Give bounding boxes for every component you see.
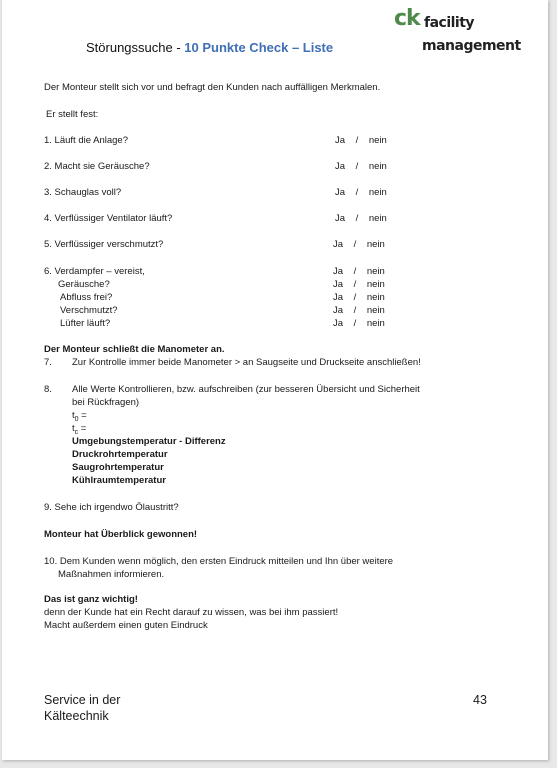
- answer-sep: /: [353, 318, 357, 329]
- answer-ja: Ja: [335, 187, 346, 198]
- temp-kuehlraum: Kühlraumtemperatur: [72, 475, 166, 486]
- answer-ja: Ja: [335, 135, 346, 146]
- logo-facility: facility: [424, 15, 475, 31]
- answer-6e: [333, 318, 385, 330]
- temp-druckrohr: Druckrohrtemperatur: [72, 449, 168, 460]
- item-8-line-1: Alle Werte Kontrollieren, bzw. aufschreiben (zur besseren Übersicht und Sicherheit: [72, 384, 420, 395]
- answer-sep: /: [353, 305, 357, 316]
- answer-nein: nein: [366, 318, 385, 329]
- tc-symbol: t: [72, 423, 75, 434]
- answer-ja: Ja: [335, 161, 346, 172]
- answer-2: [335, 161, 387, 173]
- temp-umgebung: Umgebungstemperatur - Differenz: [72, 436, 226, 447]
- answer-6a: [333, 266, 385, 278]
- item-10-line-2: Maßnahmen informieren.: [58, 569, 165, 580]
- answer-nein: nein: [366, 239, 385, 250]
- answer-nein: nein: [368, 213, 387, 224]
- answer-nein: nein: [368, 135, 387, 146]
- answer-nein: nein: [368, 161, 387, 172]
- title-highlight: 10 Punkte Check – Liste: [184, 40, 334, 55]
- answer-ja: Ja: [333, 279, 344, 290]
- answer-ja: Ja: [335, 213, 346, 224]
- fest-label: Er stellt fest:: [46, 109, 99, 120]
- check-1: 1. Läuft die Anlage?: [44, 135, 128, 146]
- answer-sep: /: [353, 279, 357, 290]
- answer-sep: /: [353, 292, 357, 303]
- answer-ja: Ja: [333, 292, 344, 303]
- answer-nein: nein: [366, 279, 385, 290]
- t0-subscript: 0: [74, 415, 79, 423]
- t0-symbol: t: [72, 410, 75, 421]
- manometer-heading: Der Monteur schließt die Manometer an.: [44, 344, 225, 355]
- answer-ja: Ja: [333, 318, 344, 329]
- title-prefix: Störungssuche -: [86, 40, 185, 55]
- check-6-verschmutzt: Verschmutzt?: [60, 305, 118, 316]
- answer-sep: /: [355, 213, 359, 224]
- document-page: [2, 0, 548, 760]
- intro-text: Der Monteur stellt sich vor und befragt den Kunden nach auffälligen Merkmalen.: [44, 82, 381, 93]
- answer-3: [335, 187, 387, 199]
- important-line-2: Macht außerdem einen guten Eindruck: [44, 620, 208, 631]
- answer-5: [333, 239, 385, 251]
- page-number: 43: [473, 693, 487, 707]
- answer-sep: /: [355, 187, 359, 198]
- check-6-abfluss: Abfluss frei?: [60, 292, 113, 303]
- answer-sep: /: [353, 266, 357, 277]
- item-7-number: 7.: [44, 357, 52, 368]
- tc-subscript: c: [74, 428, 79, 436]
- important-heading: Das ist ganz wichtig!: [44, 594, 138, 605]
- check-2: 2. Macht sie Geräusche?: [44, 161, 150, 172]
- important-line-1: denn der Kunde hat ein Recht darauf zu wissen, was bei ihm passiert!: [44, 607, 339, 618]
- answer-sep: /: [355, 135, 359, 146]
- answer-6b: [333, 279, 385, 291]
- check-4: 4. Verflüssiger Ventilator läuft?: [44, 213, 173, 224]
- check-6: 6. Verdampfer – vereist,: [44, 266, 145, 277]
- answer-nein: nein: [366, 266, 385, 277]
- answer-6c: [333, 292, 385, 304]
- temp-saugrohr: Saugrohrtemperatur: [72, 462, 164, 473]
- answer-nein: nein: [366, 305, 385, 316]
- check-5: 5. Verflüssiger verschmutzt?: [44, 239, 164, 250]
- item-8-line-2: bei Rückfragen): [72, 397, 140, 408]
- t0-equals: =: [78, 410, 87, 421]
- answer-ja: Ja: [333, 305, 344, 316]
- item-9: 9. Sehe ich irgendwo Ölaustritt?: [44, 502, 179, 513]
- page-title: [86, 40, 333, 55]
- logo-ck: ck: [394, 6, 420, 31]
- answer-nein: nein: [368, 187, 387, 198]
- company-logo: [394, 6, 521, 58]
- answer-ja: Ja: [333, 266, 344, 277]
- answer-sep: /: [353, 239, 357, 250]
- overview-statement: Monteur hat Überblick gewonnen!: [44, 529, 198, 540]
- check-6-geraeusche: Geräusche?: [58, 279, 110, 290]
- footer-title-line-1: Service in der: [44, 693, 121, 707]
- item-7-text: Zur Kontrolle immer beide Manometer > an Saugseite und Druckseite anschließen!: [72, 357, 421, 368]
- tc-equals: =: [78, 423, 87, 434]
- check-3: 3. Schauglas voll?: [44, 187, 122, 198]
- answer-4: [335, 213, 387, 225]
- answer-6d: [333, 305, 385, 317]
- answer-ja: Ja: [333, 239, 344, 250]
- answer-sep: /: [355, 161, 359, 172]
- answer-nein: nein: [366, 292, 385, 303]
- footer-title-line-2: Kälteechnik: [44, 709, 109, 723]
- answer-1: [335, 135, 387, 147]
- item-8-number: 8.: [44, 384, 52, 395]
- logo-management: management: [422, 38, 521, 54]
- check-6-luefter: Lüfter läuft?: [60, 318, 111, 329]
- item-10-line-1: 10. Dem Kunden wenn möglich, den ersten Eindruck mitteilen und Ihn über weitere: [44, 556, 394, 567]
